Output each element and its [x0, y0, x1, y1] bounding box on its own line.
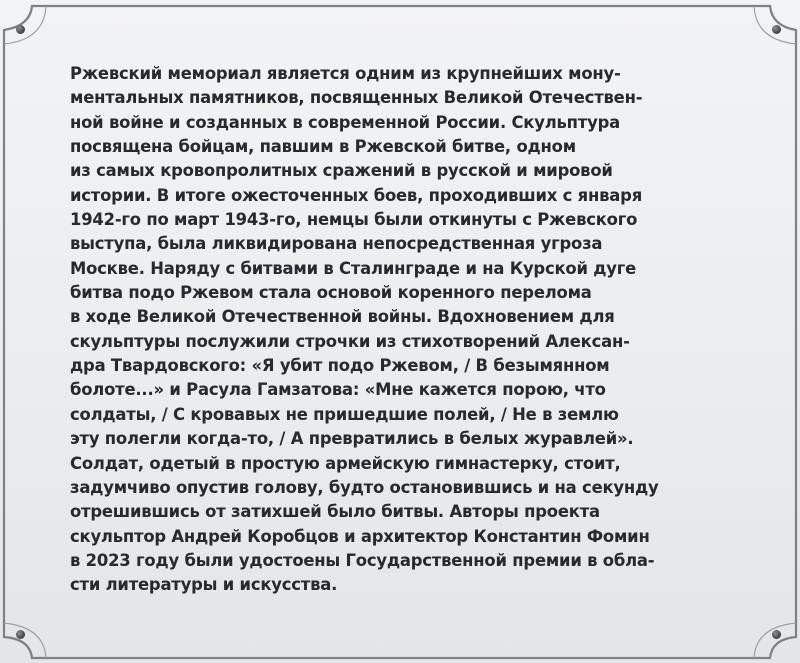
text-line: 1942-го по март 1943-го, немцы были откинуты с Ржевского: [70, 210, 638, 230]
frame-corner-bottom-right: [754, 623, 796, 658]
text-line: скульптор Андрей Коробцов и архитектор Константин Фомин: [70, 526, 650, 546]
text-line: выступа, была ликвидирована непосредственная угроза: [70, 234, 603, 254]
text-line: Ржевский мемориал является одним из крупнейших мону-: [70, 64, 621, 83]
text-line: посвящена бойцам, павшим в Ржевской битве, одном: [70, 137, 576, 157]
plaque-text: [70, 62, 720, 612]
frame-corner-bottom-left: [4, 623, 46, 658]
text-line: сти литературы и искусства.: [70, 575, 338, 595]
text-line: дра Твардовского: «Я убит подо Ржевом, / В безымянном: [70, 356, 610, 376]
screw-bottom-left: [16, 630, 25, 639]
text-line: задумчиво опустив голову, будто остановившись и на секунду: [70, 477, 659, 497]
screw-top-left: [16, 25, 25, 34]
frame-corner-top-left: [4, 6, 46, 44]
text-line: Солдат, одетый в простую армейскую гимнастерку, стоит,: [70, 453, 621, 473]
screw-top-right: [772, 25, 781, 34]
text-line: ной войне и созданных в современной России. Скульптура: [70, 112, 620, 132]
text-line: болоте...» и Расула Гамзатова: «Мне кажется порою, что: [70, 380, 606, 400]
text-line: скульптуры послужили строчки из стихотворений Алексан-: [70, 331, 630, 351]
screw-bottom-right: [772, 630, 781, 639]
text-line: эту полегли когда-то, / А превратились в белых журавлей».: [70, 429, 634, 449]
text-line: в 2023 году были удостоены Государственной премии в обла-: [70, 550, 655, 570]
text-line: в ходе Великой Отечественной войны. Вдохновением для: [70, 307, 615, 327]
text-line: Москве. Наряду с битвами в Сталинграде и на Курской дуге: [70, 258, 637, 278]
text-line: истории. В итоге ожесточенных боев, проходивших с января: [70, 185, 643, 205]
text-line: отрешившись от затихшей было битвы. Авторы проекта: [70, 502, 600, 522]
text-line: солдаты, / С кровавых не пришедшие полей, / Не в землю: [70, 404, 619, 424]
text-line: ментальных памятников, посвященных Великой Отечествен-: [70, 88, 643, 108]
text-line: из самых кровопролитных сражений в русской и мировой: [70, 161, 613, 181]
text-line: битва подо Ржевом стала основой коренного перелома: [70, 283, 592, 303]
